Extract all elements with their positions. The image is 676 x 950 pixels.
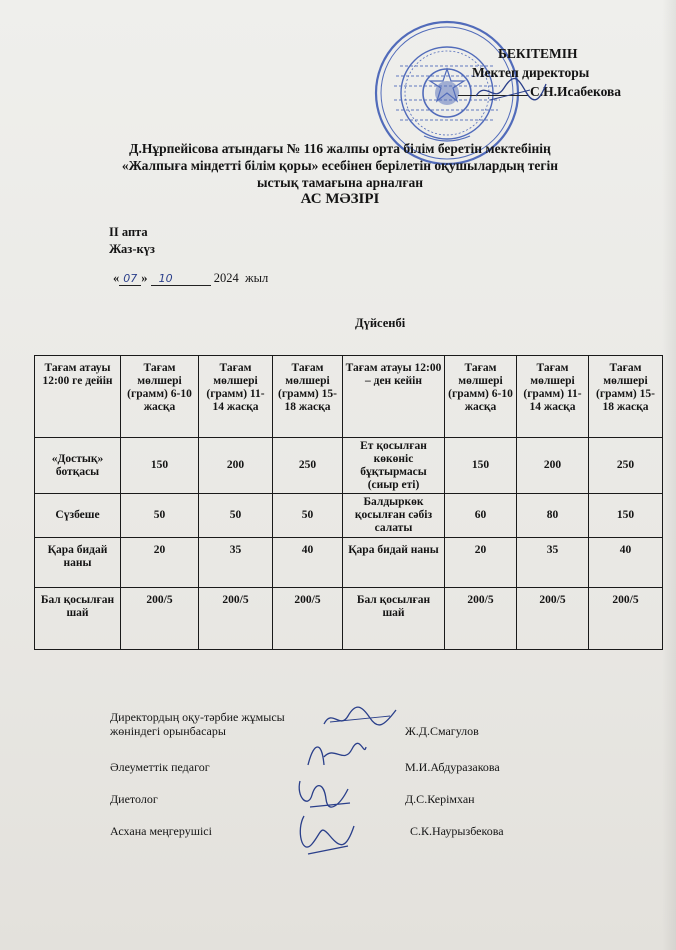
weekday: Дүйсенбі (355, 316, 406, 330)
table-row (35, 438, 663, 494)
director-signature (470, 70, 550, 110)
title-line-3: ыстық тамағына арналған (257, 175, 423, 190)
date-line (113, 271, 268, 286)
table-cell: Бал қосылған шай (35, 588, 121, 650)
deputy-signature (320, 700, 400, 740)
table-row (35, 538, 663, 588)
table-cell: 200/5 (121, 588, 199, 650)
table-cell: 20 (121, 538, 199, 588)
table-row (35, 494, 663, 538)
season: Жаз-күз (109, 242, 155, 256)
header-cell: Тағам мөлшері (грамм) 15-18 жасқа (273, 356, 343, 438)
signer-name: М.И.Абдуразакова (405, 760, 500, 774)
title-line-2: «Жалпыға міндетті білім қоры» есебінен берілетін оқушылардың тегін (121, 158, 559, 173)
signer-role: Асхана меңгерушісі (110, 824, 212, 838)
table-cell: Бал қосылған шай (343, 588, 445, 650)
date-month: 10 (151, 272, 211, 286)
approval-director-name: С.Н.Исабекова (530, 84, 622, 99)
approval-heading: БЕКІТЕМІН (498, 46, 578, 61)
table-cell: 150 (121, 438, 199, 494)
table-cell: 50 (199, 494, 273, 538)
date-close-quote: » (141, 271, 148, 285)
signer-name: Ж.Д.Смагулов (405, 724, 479, 738)
table-cell: 200 (199, 438, 273, 494)
table-cell: 150 (445, 438, 517, 494)
table-cell: Қара бидай наны (35, 538, 121, 588)
header-cell: Тағам мөлшері (грамм) 6-10 жасқа (445, 356, 517, 438)
signer-role: Директордың оқу-тәрбие жұмысы жөніндегі орынбасары (110, 710, 285, 738)
date-day: 07 (119, 272, 141, 286)
date-year: 2024 (213, 271, 239, 285)
table-cell: 40 (273, 538, 343, 588)
title-menu-heading: АС МӘЗІРІ (300, 191, 380, 207)
header-cell: Тағам атауы 12:00 ге дейін (35, 356, 121, 438)
table-cell: 35 (199, 538, 273, 588)
title-line-1: Д.Нұрпейісова атындағы № 116 жалпы орта білім беретін мектебінің (129, 141, 551, 156)
table-cell: 20 (445, 538, 517, 588)
table-cell: Балдыркөк қосылған сәбіз салаты (343, 494, 445, 538)
table-row (35, 588, 663, 650)
signer-role: Диетолог (110, 792, 158, 806)
week-info (109, 224, 155, 258)
table-cell: 35 (517, 538, 589, 588)
menu-header-row (35, 356, 663, 438)
signer-name: С.К.Наурызбекова (410, 824, 504, 838)
table-cell: 200/5 (589, 588, 663, 650)
header-cell: Тағам мөлшері (грамм) 15-18 жасқа (589, 356, 663, 438)
table-cell: 200 (517, 438, 589, 494)
document-title (90, 140, 590, 208)
table-cell: 150 (589, 494, 663, 538)
date-open-quote: « (113, 271, 120, 285)
table-cell: «Достық» ботқасы (35, 438, 121, 494)
week-number: II апта (109, 225, 148, 239)
date-year-word: жыл (245, 271, 269, 285)
table-cell: Қара бидай наны (343, 538, 445, 588)
header-cell: Тағам атауы 12:00 – ден кейін (343, 356, 445, 438)
paper-edge-shadow (662, 0, 676, 950)
table-cell: 200/5 (445, 588, 517, 650)
table-cell: 200/5 (517, 588, 589, 650)
table-cell: 250 (273, 438, 343, 494)
table-cell: 250 (589, 438, 663, 494)
dietitian-signature (290, 775, 360, 815)
table-cell: Сүзбеше (35, 494, 121, 538)
table-cell: 200/5 (199, 588, 273, 650)
table-cell: 200/5 (273, 588, 343, 650)
table-cell: 60 (445, 494, 517, 538)
table-cell: 80 (517, 494, 589, 538)
signer-role: Әлеуметтік педагог (110, 760, 210, 774)
table-cell: Ет қосылған көкөніс бұқтырмасы (сиыр еті) (343, 438, 445, 494)
table-cell: 50 (121, 494, 199, 538)
approval-position: Мектеп директоры (472, 65, 590, 80)
menu-table (34, 355, 663, 650)
social-pedagogue-signature (300, 735, 370, 775)
canteen-head-signature (290, 810, 360, 862)
table-cell: 40 (589, 538, 663, 588)
header-cell: Тағам мөлшері (грамм) 6-10 жасқа (121, 356, 199, 438)
header-cell: Тағам мөлшері (грамм) 11-14 жасқа (517, 356, 589, 438)
table-cell: 50 (273, 494, 343, 538)
signer-name: Д.С.Керімхан (405, 792, 475, 806)
header-cell: Тағам мөлшері (грамм) 11-14 жасқа (199, 356, 273, 438)
